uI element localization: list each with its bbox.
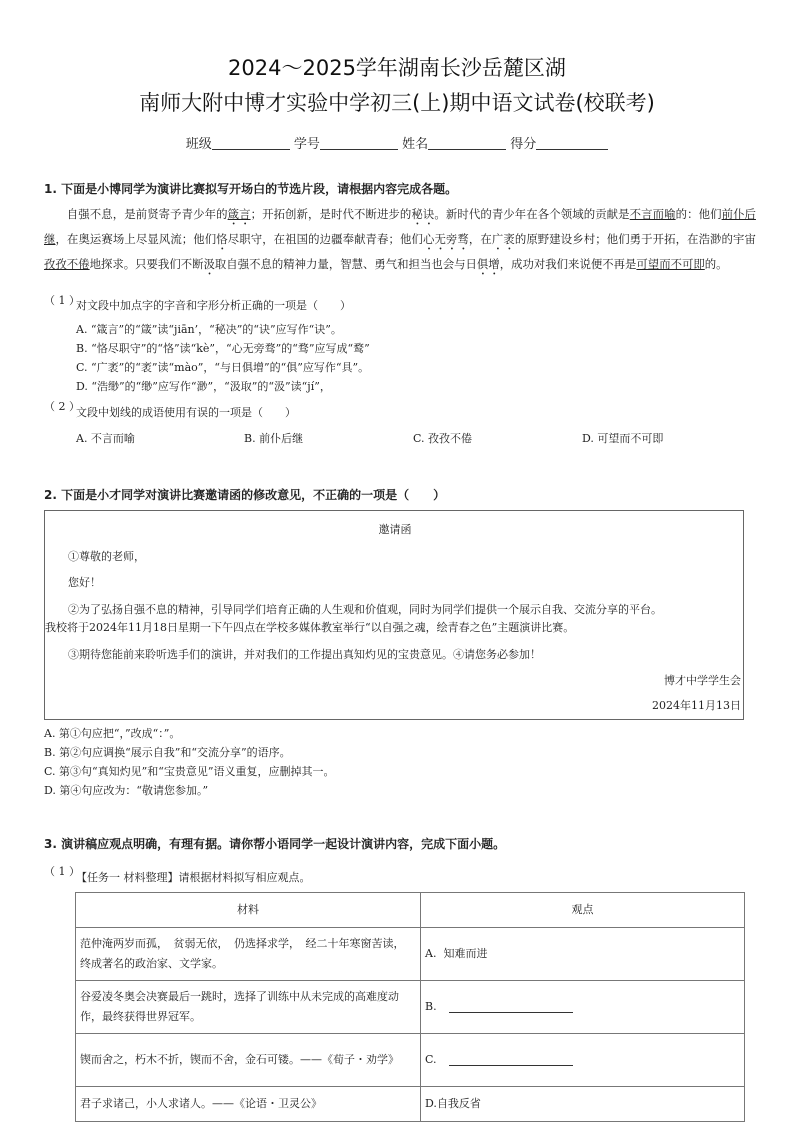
q1-sub2-number: （ 2 ） bbox=[44, 400, 80, 413]
question-1-passage: 自强不息，是前贤寄予青少年的箴言；开拓创新，是时代不断进步的秘诀。新时代的青少年在各个领域的贡献是不言而喻的：他们前仆后继，在奥运赛场上尽显风流；他们恪尽职守，在祖国的边疆奉献青春；他们心无旁骛，在广袤的原野建设乡村；他们勇于开拓，在浩渺的宇宙孜孜不倦地探求。只要我们不断汲取自强不息的精神力量，智慧、勇气和担当也会与日俱增，成功对我们来说便不再是可望而不可即的。 bbox=[44, 207, 756, 271]
letter-body-1: ②为了弘扬自强不息的精神，引导同学们培育正确的人生观和价值观，同时为同学们提供一个展示自我、交流分享的平台。 bbox=[68, 603, 662, 616]
material-table bbox=[75, 892, 745, 1122]
view-cell: D.自我反省 bbox=[421, 1087, 745, 1122]
view-answer-blank[interactable] bbox=[449, 1053, 573, 1066]
letter-body-2: 我校将于2024年11月18日星期一下午四点在学校多媒体教室举行“以自强之魂，绘青春之色”主题演讲比赛。 bbox=[45, 621, 575, 634]
q2-option-b[interactable]: B. 第②句应调换“展示自我”和“交流分享”的语序。 bbox=[44, 746, 291, 759]
question-2-heading: 2. 下面是小才同学对演讲比赛邀请函的修改意见，不正确的一项是（ ） bbox=[44, 488, 446, 502]
q1-sub1-option-a[interactable]: A. “箴言”的“箴”读“jiān’，“秘决”的“诀”应写作“诀”。 bbox=[76, 323, 342, 336]
material-cell: 锲而舍之，朽木不折，锲而不舍，金石可镂。——《荀子・劝学》 bbox=[76, 1034, 421, 1087]
letter-date: 2024年11月13日 bbox=[652, 699, 741, 712]
name-blank[interactable] bbox=[428, 137, 506, 150]
table-header-row bbox=[76, 893, 745, 928]
letter-signer: 博才中学学生会 bbox=[664, 674, 741, 687]
table-row bbox=[76, 1087, 745, 1122]
view-cell: A. 知难而进 bbox=[421, 928, 745, 981]
q1-sub2-option-b[interactable]: B. 前仆后继 bbox=[244, 432, 304, 445]
class-label: 班级 bbox=[185, 137, 212, 152]
word-xinwu: 心无旁骛 bbox=[422, 232, 469, 246]
word-ge: 恪 bbox=[216, 232, 228, 246]
table-header-view: 观点 bbox=[421, 893, 745, 928]
word-zhenyan: 箴言 bbox=[227, 207, 251, 221]
table-row bbox=[76, 1034, 745, 1087]
q1-sub2-option-d[interactable]: D. 可望而不可即 bbox=[582, 432, 664, 445]
view-answer-blank[interactable] bbox=[449, 1000, 573, 1013]
student-info-line bbox=[0, 133, 794, 152]
q1-sub1-number: （ 1 ） bbox=[44, 294, 80, 307]
page-title-line1: 2024～2025学年湖南长沙岳麓区湖 bbox=[228, 56, 566, 80]
view-cell: B. bbox=[421, 981, 745, 1034]
idiom-qianpu: 前仆后继 bbox=[44, 207, 756, 246]
q3-sub1-number: （ 1 ） bbox=[44, 865, 80, 878]
letter-body-3: ③期待您能前来聆听选手们的演讲，并对我们的工作提出真知灼见的宝贵意见。④请您务必参加！ bbox=[68, 648, 541, 661]
table-row bbox=[76, 981, 745, 1034]
student-id-label: 学号 bbox=[293, 137, 320, 152]
q2-option-a[interactable]: A. 第①句应把“，”改成“：”。 bbox=[44, 727, 181, 740]
page-title-line2: 南师大附中博才实验中学初三(上)期中语文试卷(校联考) bbox=[139, 91, 655, 115]
invitation-letter-box bbox=[44, 510, 744, 720]
view-text: 知难而进 bbox=[443, 947, 488, 960]
q3-sub1-stem: 【任务一 材料整理】请根据材料拟写相应观点。 bbox=[76, 871, 311, 884]
material-cell: 君子求诸己，小人求诸人。——《论语・卫灵公》 bbox=[76, 1087, 421, 1122]
q2-option-c[interactable]: C. 第③句“真知灼见”和“宝贵意见”语义重复，应删掉其一。 bbox=[44, 765, 335, 778]
question-3-heading: 3. 演讲稿应观点明确，有理有据。请你帮小语同学一起设计演讲内容，完成下面小题。 bbox=[44, 837, 506, 851]
class-blank[interactable] bbox=[212, 137, 290, 150]
q1-sub2-option-c[interactable]: C. 孜孜不倦 bbox=[413, 432, 473, 445]
q1-sub2-option-a[interactable]: A. 不言而喻 bbox=[76, 432, 135, 445]
material-cell: 范仲淹两岁而孤， 贫弱无依， 仍选择求学， 经二十年寒窗苦读， 终成著名的政治家、文学家。 bbox=[76, 928, 421, 981]
view-text: 自我反省 bbox=[436, 1097, 481, 1110]
material-cell: 谷爱凌冬奥会决赛最后一跳时，选择了训练中从未完成的高难度动作，最终获得世界冠军。 bbox=[76, 981, 421, 1034]
name-label: 姓名 bbox=[402, 137, 429, 152]
word-ji: 汲 bbox=[203, 257, 215, 271]
word-juzeng: 俱增 bbox=[476, 257, 500, 271]
student-id-blank[interactable] bbox=[320, 137, 398, 150]
score-blank[interactable] bbox=[536, 137, 608, 150]
question-1-heading: 1. 下面是小博同学为演讲比赛拟写开场白的节选片段，请根据内容完成各题。 bbox=[44, 182, 458, 196]
letter-greeting: 您好！ bbox=[68, 576, 101, 589]
idiom-zizi: 孜孜不倦 bbox=[44, 257, 90, 271]
q1-sub1-stem: 对文段中加点字的字音和字形分析正确的一项是（ ） bbox=[76, 299, 351, 312]
q1-sub1-option-c[interactable]: C. “广袤”的“袤”读“mào”，“与日俱增”的“俱”应写作“具”。 bbox=[76, 361, 370, 374]
score-label: 得分 bbox=[510, 137, 537, 152]
idiom-kewang: 可望而不可即 bbox=[636, 257, 705, 271]
view-cell: C. bbox=[421, 1034, 745, 1087]
letter-salutation: ①尊敬的老师， bbox=[68, 550, 145, 563]
table-row bbox=[76, 928, 745, 981]
q2-option-d[interactable]: D. 第④句应改为：“敬请您参加。” bbox=[44, 784, 209, 797]
q1-sub1-option-d[interactable]: D. “浩缈”的“缈”应写作“渺”，“汲取”的“汲”读“jí”， bbox=[76, 380, 331, 393]
word-mijue: 秘诀 bbox=[411, 207, 435, 221]
q1-sub1-option-b[interactable]: B. “恪尽职守”的“恪”读“kè”，“心无旁骛”的“骛”应写成“鹜” bbox=[76, 342, 370, 355]
letter-title: 邀请函 bbox=[378, 523, 412, 536]
q1-sub2-stem: 文段中划线的成语使用有误的一项是（ ） bbox=[76, 406, 296, 419]
word-guangmao: 广袤 bbox=[491, 232, 515, 246]
table-header-material: 材料 bbox=[76, 893, 421, 928]
idiom-buyan: 不言而喻 bbox=[629, 207, 676, 221]
